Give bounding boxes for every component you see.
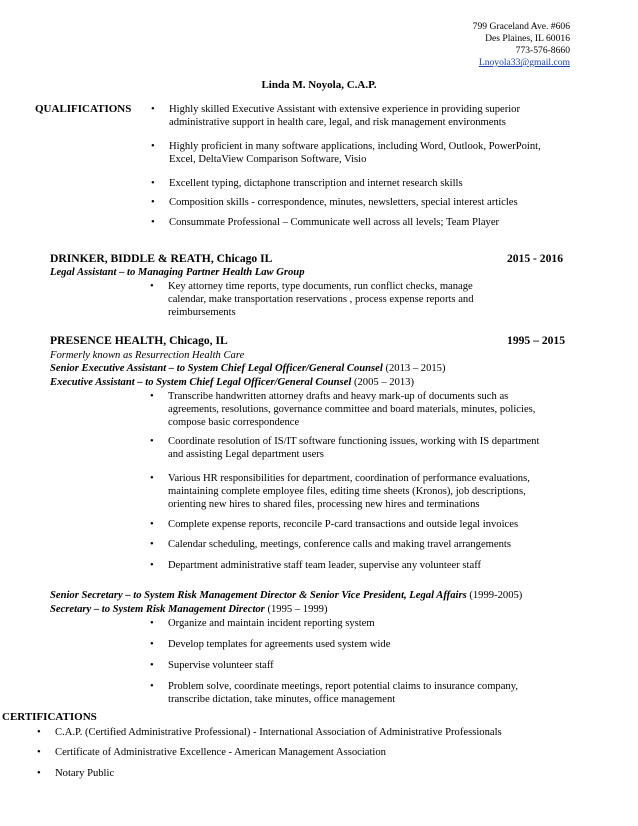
qualification-line: Consummate Professional – Communicate well across all levels; Team Player	[169, 217, 500, 228]
job2-formerly: Formerly known as Resurrection Health Care	[50, 350, 245, 361]
city-line: Des Plaines, IL 60016	[485, 33, 570, 44]
job1-title: DRINKER, BIDDLE & REATH, Chicago IL	[50, 252, 273, 265]
job2-duty-secondary-line: Develop templates for agreements used system wide	[168, 639, 391, 650]
job2-duty-line: Various HR responsibilities for department, coordination of performance evaluations,	[168, 473, 530, 484]
bullet-dot-icon: •	[151, 104, 155, 115]
job1-role: Legal Assistant – to Managing Partner Health Law Group	[50, 267, 305, 278]
certification-line: C.A.P. (Certified Administrative Professional) - International Association of Administrative Professionals	[55, 727, 502, 738]
job2-duty-line: Department administrative staff team leader, supervise any volunteer staff	[168, 560, 482, 571]
qualification-line: Excellent typing, dictaphone transcription and internet research skills	[169, 178, 463, 189]
bullet-dot-icon: •	[150, 660, 154, 671]
job2-role1-line	[50, 362, 446, 375]
phone-line: 773-576-8660	[515, 45, 570, 56]
email-link[interactable]: Lnoyola33@gmail.com	[478, 57, 570, 68]
job2-role4-dates: (1995 – 1999)	[267, 604, 328, 615]
bullet-dot-icon: •	[150, 281, 154, 292]
job2-duty-line: compose basic correspondence	[168, 417, 300, 428]
resume-name: Linda M. Noyola, C.A.P.	[261, 79, 377, 91]
job2-role3-line	[50, 589, 522, 602]
job1-dates: 2015 - 2016	[506, 252, 563, 265]
contact-block	[473, 21, 570, 69]
certifications-heading: CERTIFICATIONS	[2, 711, 97, 723]
bullet-dot-icon: •	[151, 178, 155, 189]
bullet-dot-icon: •	[150, 539, 154, 550]
bullet-dot-icon: •	[150, 436, 154, 447]
bullet-dot-icon: •	[150, 473, 154, 484]
job2-duty-secondary-line: Organize and maintain incident reporting system	[168, 618, 375, 629]
job2-title: PRESENCE HEALTH, Chicago, IL	[50, 334, 228, 347]
bullet-dot-icon: •	[151, 197, 155, 208]
job2-role2-dates: (2005 – 2013)	[353, 377, 415, 388]
job2-duty-line: and assisting Legal department users	[168, 449, 324, 460]
job2-duty-secondary-line: transcribe dictation, take minutes, office management	[168, 694, 396, 705]
job2-duty-line: agreements, resolutions, governance committee and board materials, minutes, policies,	[168, 404, 536, 415]
certification-line: Certificate of Administrative Excellence - American Management Association	[55, 747, 386, 758]
job2-dates: 1995 – 2015	[507, 334, 565, 347]
job2-role2-line	[50, 376, 414, 389]
qualifications-heading: QUALIFICATIONS	[35, 103, 132, 115]
job2-role2: Executive Assistant – to System Chief Legal Officer/General Counsel	[50, 377, 352, 388]
qualification-line: Composition skills - correspondence, minutes, newsletters, special interest articles	[169, 197, 518, 208]
bullet-dot-icon: •	[37, 747, 41, 758]
job2-role3: Senior Secretary – to System Risk Management Director & Senior Vice President, Legal Affairs	[50, 590, 467, 601]
job2-role1-dates: (2013 – 2015)	[385, 363, 446, 374]
bullet-dot-icon: •	[150, 639, 154, 650]
job2-role1: Senior Executive Assistant – to System Chief Legal Officer/General Counsel	[50, 363, 383, 374]
bullet-dot-icon: •	[150, 618, 154, 629]
job2-duty-line: Complete expense reports, reconcile P-card transactions and outside legal invoices	[168, 519, 519, 530]
qualification-line: Excel, DeltaView Comparison Software, Visio	[169, 154, 367, 165]
job2-role4: Secretary – to System Risk Management Director	[50, 604, 265, 615]
job1-duty-line: calendar, make transportation reservations , process expense reports and	[168, 294, 474, 305]
bullet-dot-icon: •	[150, 681, 154, 692]
job1-duty-line: Key attorney time reports, type documents, run conflict checks, manage	[168, 281, 473, 292]
bullet-dot-icon: •	[37, 768, 41, 779]
qualification-line: Highly proficient in many software applications, including Word, Outlook, PowerPoint,	[169, 141, 541, 152]
job2-duty-secondary-line: Problem solve, coordinate meetings, report potential claims to insurance company,	[168, 681, 518, 692]
job2-duty-line: orienting new hires to shared files, processing new hires and terminations	[168, 499, 480, 510]
bullet-dot-icon: •	[150, 560, 154, 571]
job2-duty-line: maintaining complete employee files, editing time sheets (Kronos), job descriptions,	[168, 486, 526, 497]
bullet-dot-icon: •	[151, 141, 155, 152]
job2-duty-line: Transcribe handwritten attorney drafts and heavy mark-up of documents such as	[168, 391, 509, 402]
job2-duty-line: Calendar scheduling, meetings, conference calls and making travel arrangements	[168, 539, 511, 550]
qualification-line: administrative support in health care, legal, and risk management environments	[169, 117, 506, 128]
certification-line: Notary Public	[55, 768, 115, 779]
job2-duty-secondary-line: Supervise volunteer staff	[168, 660, 274, 671]
bullet-dot-icon: •	[150, 519, 154, 530]
bullet-dot-icon: •	[151, 217, 155, 228]
address-line: 799 Graceland Ave. #606	[472, 21, 570, 32]
job2-duty-line: Coordinate resolution of IS/IT software functioning issues, working with IS department	[168, 436, 540, 447]
bullet-dot-icon: •	[150, 391, 154, 402]
job2-role4-line	[50, 603, 328, 616]
qualification-line: Highly skilled Executive Assistant with extensive experience in providing superior	[169, 104, 520, 115]
job1-duty-line: reimbursements	[168, 307, 236, 318]
job2-role3-dates: (1999-2005)	[469, 590, 523, 601]
bullet-dot-icon: •	[37, 727, 41, 738]
